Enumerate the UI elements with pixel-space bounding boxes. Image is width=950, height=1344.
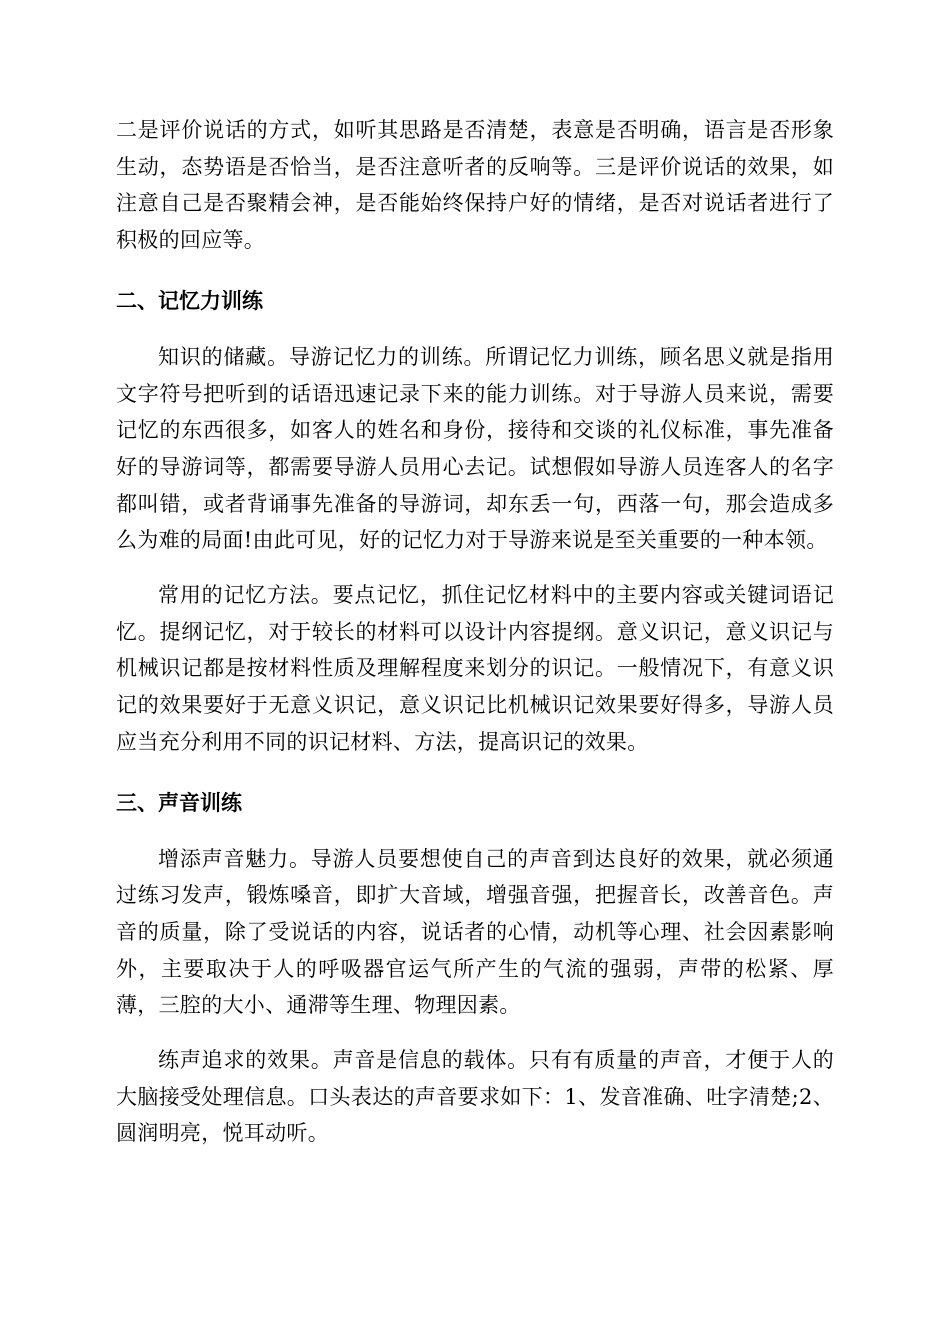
paragraph-voice-charm: 增添声音魅力。导游人员要想使自己的声音到达良好的效果，就必须通过练习发声，锻炼嗓音，即扩大音域，增强音强，把握音长，改善音色。声音的质量，除了受说话的内容，说话者的心情，动机等心理、社会因素影响外，主要取决于人的呼吸器官运气所产生的气流的强弱，声带的松紧、厚薄，三腔的大小、通滞等生理、物理因素。	[116, 846, 834, 1018]
heading-memory-training: 二、记忆力训练	[116, 288, 263, 313]
paragraph-evaluation: 二是评价说话的方式，如听其思路是否清楚，表意是否明确，语言是否形象生动，态势语是否恰当，是否注意听者的反响等。三是评价说话的效果，如注意自己是否聚精会神，是否能始终保持户好的情绪，是否对说话者进行了积极的回应等。	[116, 118, 834, 253]
heading-voice-training: 三、声音训练	[116, 790, 242, 815]
paragraph-memory-methods: 常用的记忆方法。要点记忆，抓住记忆材料中的主要内容或关键词语记忆。提纲记忆，对于较长的材料可以设计内容提纲。意义识记，意义识记与机械识记都是按材料性质及理解程度来划分的识记。一般情况下，有意义识记的效果要好于无意义识记，意义识记比机械识记效果要好得多，导游人员应当充分利用不同的识记材料、方法，提高识记的效果。	[116, 583, 834, 754]
document-page	[116, 112, 834, 1152]
paragraph-voice-effect: 练声追求的效果。声音是信息的载体。只有有质量的声音，才便于人的大脑接受处理信息。口头表达的声音要求如下：1、发音准确、吐字清楚;2、圆润明亮，悦耳动听。	[116, 1048, 834, 1146]
paragraph-memory-storage: 知识的储藏。导游记忆力的训练。所谓记忆力训练，顾名思义就是指用文字符号把听到的话语迅速记录下来的能力训练。对于导游人员来说，需要记忆的东西很多，如客人的姓名和身份，接待和交谈的礼仪标准，事先准备好的导游词等，都需要导游人员用心去记。试想假如导游人员连客人的名字都叫错，或者背诵事先准备的导游词，却东丢一句，西落一句，那会造成多么为难的局面!由此可见，好的记忆力对于导游来说是至关重要的一种本领。	[116, 344, 834, 553]
